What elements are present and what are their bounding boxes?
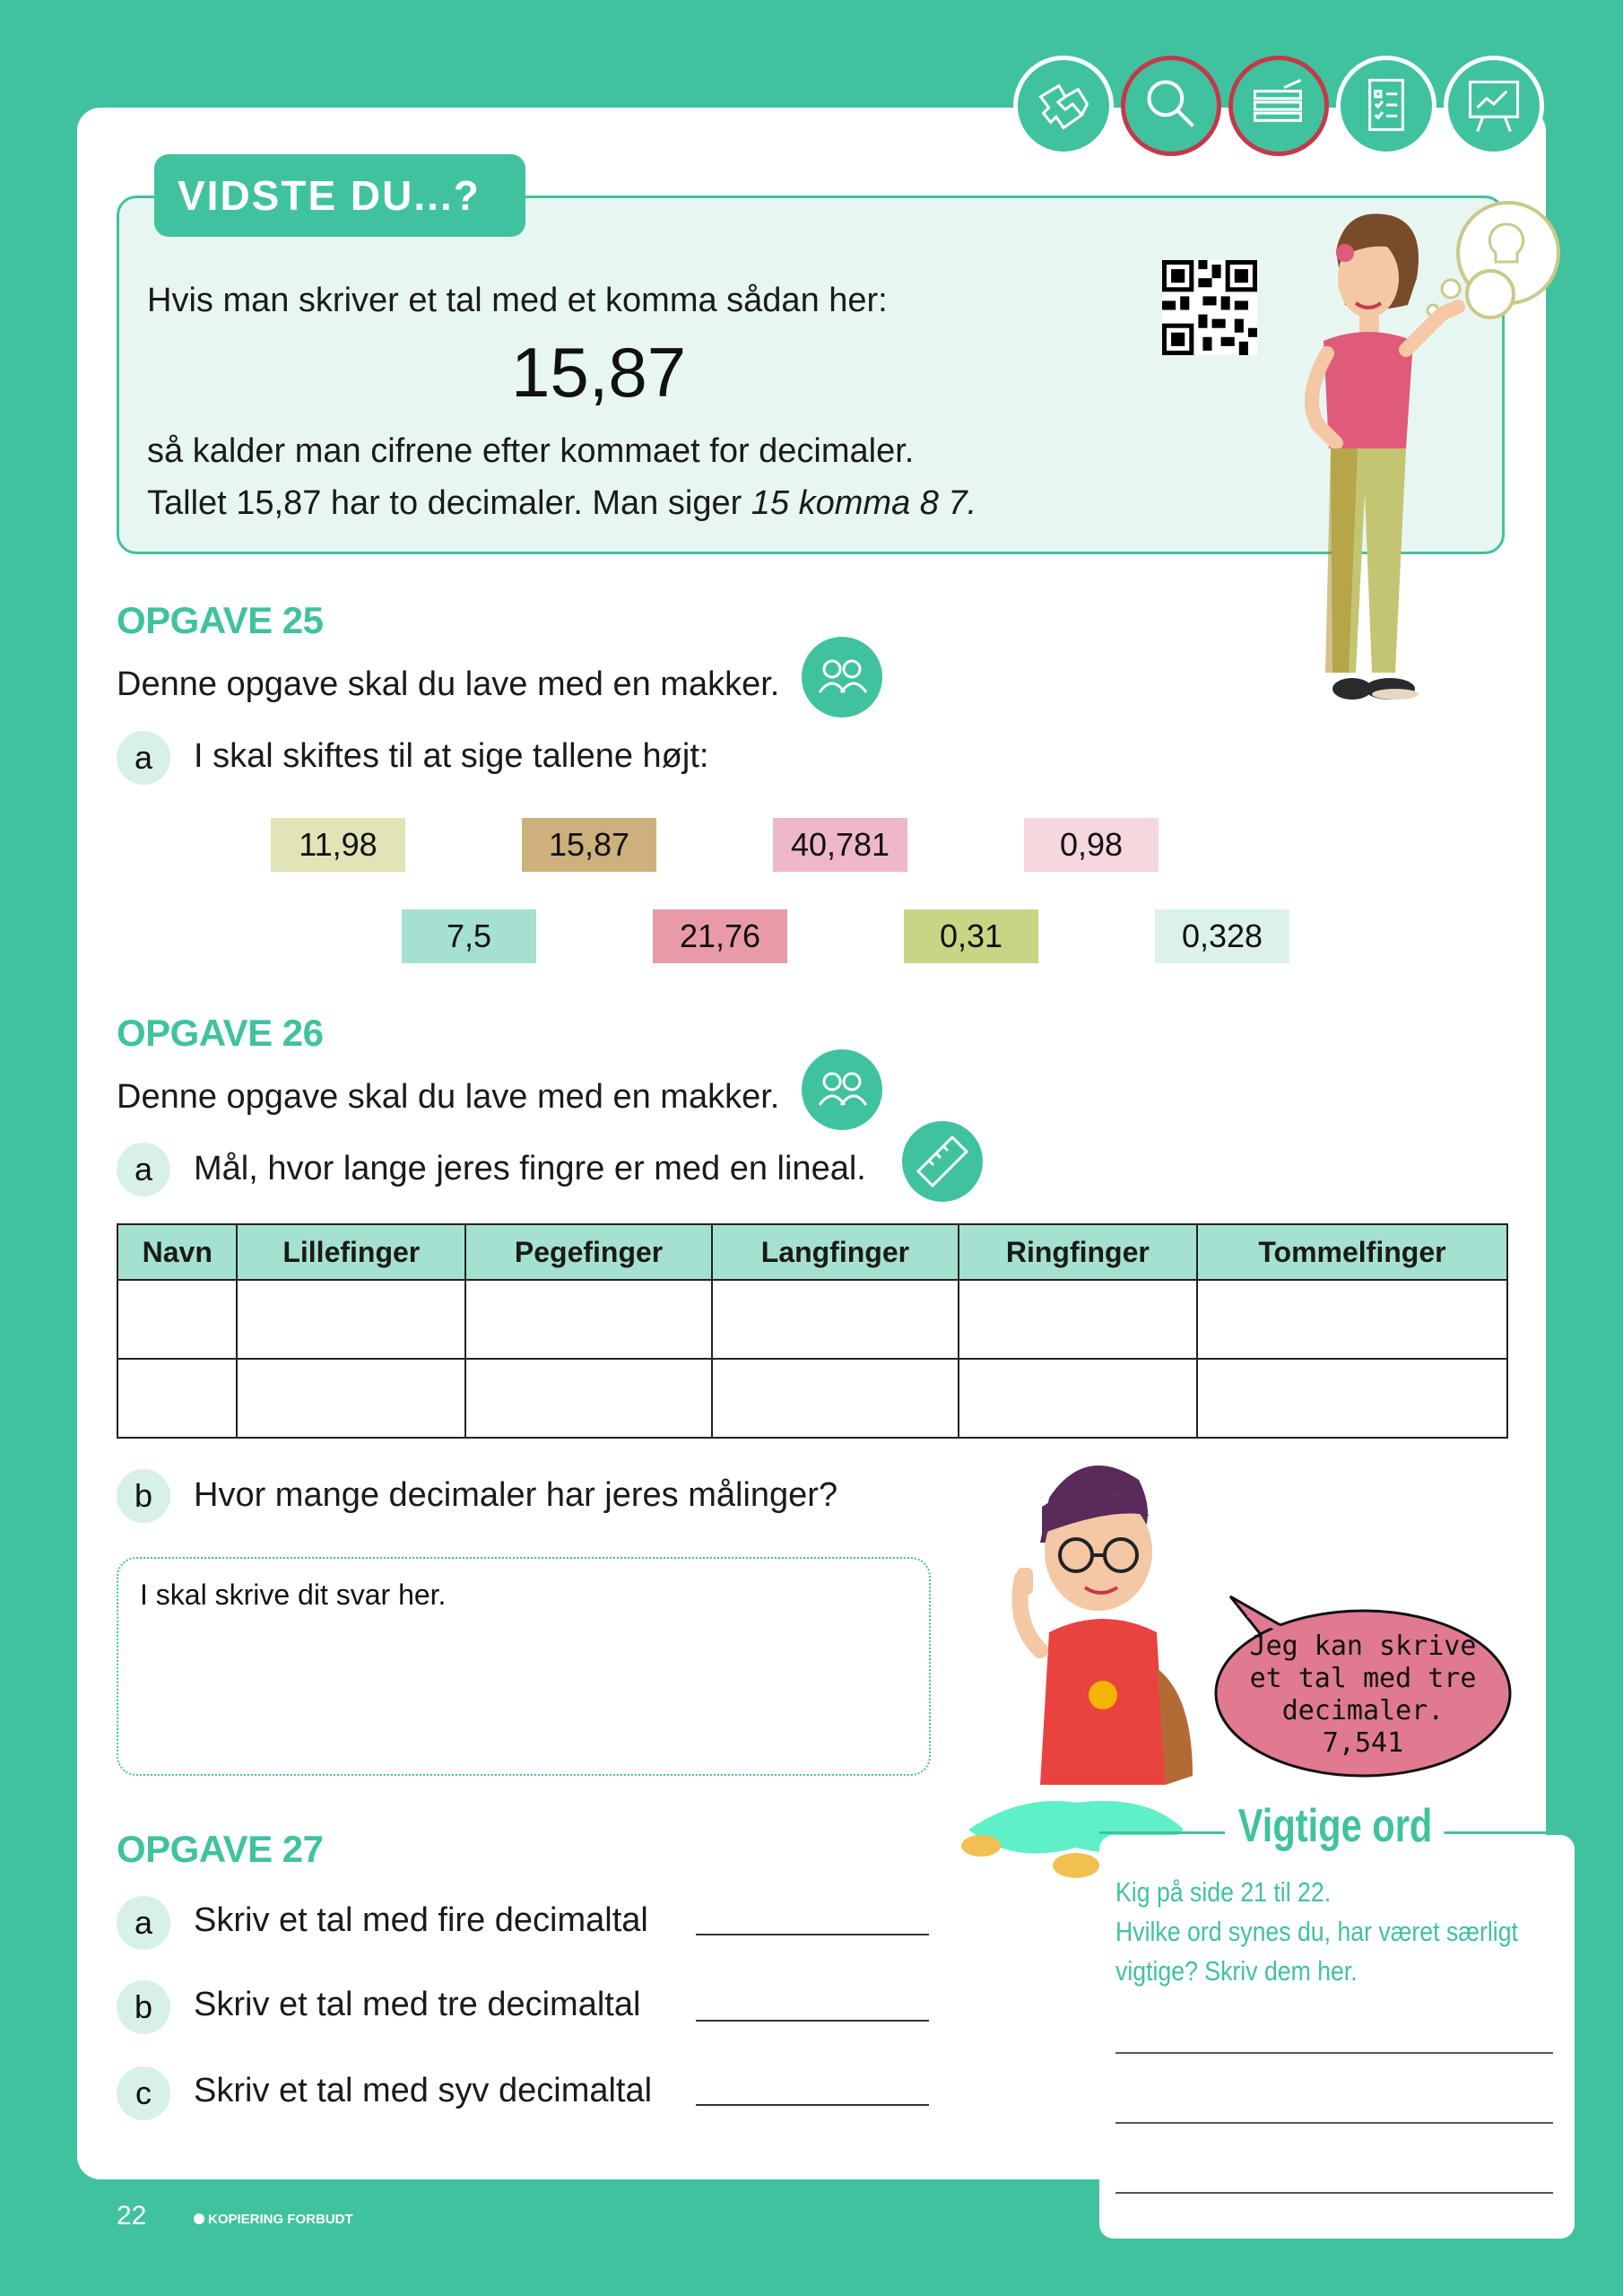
table-cell[interactable] xyxy=(117,1359,237,1438)
pair-work-icon xyxy=(802,637,882,718)
number-tag: 21,76 xyxy=(653,909,787,963)
table-cell[interactable] xyxy=(465,1359,712,1438)
table-header: Tommelfinger xyxy=(1197,1224,1507,1280)
checklist-icon[interactable] xyxy=(1336,56,1436,156)
task-26-a-badge: a xyxy=(117,1143,170,1196)
copyright-icon xyxy=(194,2213,204,2224)
pair-work-icon xyxy=(802,1049,882,1130)
task-26-intro: Denne opgave skal du lave med en makker. xyxy=(117,1078,780,1116)
task-25-a-badge: a xyxy=(117,731,170,785)
student-illustration-icon xyxy=(942,1453,1237,1901)
number-tag: 7,5 xyxy=(402,909,536,963)
answer-line[interactable] xyxy=(696,2020,929,2022)
blocks-icon[interactable] xyxy=(1228,56,1329,156)
example-number: 15,87 xyxy=(511,333,687,412)
table-cell[interactable] xyxy=(465,1280,712,1359)
task-25-title: OPGAVE 25 xyxy=(117,599,324,641)
copyright-notice: KOPIERING FORBUDT xyxy=(194,2212,353,2227)
table-header: Ringfinger xyxy=(959,1224,1197,1280)
important-words-rule xyxy=(1444,1831,1575,1834)
task-25-intro: Denne opgave skal du lave med en makker. xyxy=(117,665,780,703)
number-tag: 0,31 xyxy=(904,909,1038,963)
table-cell[interactable] xyxy=(712,1359,959,1438)
number-tag: 40,781 xyxy=(773,818,907,872)
task-27-b-text: Skriv et tal med tre decimaltal xyxy=(194,1986,641,2023)
table-cell[interactable] xyxy=(117,1280,237,1359)
task-27-a-badge: a xyxy=(117,1896,170,1950)
answer-line[interactable] xyxy=(696,2104,929,2106)
puzzle-icon[interactable] xyxy=(1013,56,1114,156)
table-cell[interactable] xyxy=(1197,1359,1507,1438)
task-27-title: OPGAVE 27 xyxy=(117,1828,324,1870)
table-cell[interactable] xyxy=(959,1359,1197,1438)
task-27-b-badge: b xyxy=(117,1980,170,2034)
table-header: Navn xyxy=(117,1224,237,1280)
did-you-know-line-2: så kalder man cifrene efter kommaet for decimaler. xyxy=(147,432,915,470)
finger-length-table xyxy=(117,1223,1508,1439)
table-cell[interactable] xyxy=(1197,1280,1507,1359)
important-words-title: Vigtige ord xyxy=(1227,1799,1444,1853)
important-words-line-2: Hvilke ord synes du, har været særligt xyxy=(1115,1916,1518,1947)
writing-line[interactable] xyxy=(1115,2052,1553,2054)
task-25-a-text: I skal skiftes til at sige tallene højt: xyxy=(194,737,709,775)
writing-line[interactable] xyxy=(1115,2122,1553,2124)
did-you-know-tag: VIDSTE DU...? xyxy=(154,154,525,237)
magnifier-icon[interactable] xyxy=(1121,56,1221,156)
task-26-b-text: Hvor mange decimaler har jeres målinger? xyxy=(194,1476,838,1514)
important-words-line-1: Kig på side 21 til 22. xyxy=(1115,1876,1332,1908)
important-words-line-3: vigtige? Skriv dem her. xyxy=(1115,1955,1358,1987)
writing-line[interactable] xyxy=(1115,2192,1553,2194)
number-tag: 0,328 xyxy=(1155,909,1289,963)
table-cell[interactable] xyxy=(959,1280,1197,1359)
task-26-b-badge: b xyxy=(117,1469,170,1523)
table-cell[interactable] xyxy=(712,1280,959,1359)
important-words-rule xyxy=(1099,1831,1225,1834)
table-cell[interactable] xyxy=(237,1359,465,1438)
number-tag: 11,98 xyxy=(271,818,405,872)
section-icons xyxy=(1013,56,1551,161)
task-27-c-text: Skriv et tal med syv decimaltal xyxy=(194,2072,653,2109)
number-tag: 0,98 xyxy=(1024,818,1159,872)
task-26-title: OPGAVE 26 xyxy=(117,1012,324,1054)
task-27-a-text: Skriv et tal med fire decimaltal xyxy=(194,1901,648,1939)
presentation-icon[interactable] xyxy=(1444,56,1544,156)
ruler-icon xyxy=(902,1121,983,1202)
answer-placeholder: I skal skrive dit svar her. xyxy=(140,1578,447,1611)
table-header: Langfinger xyxy=(712,1224,959,1280)
did-you-know-line-3: Tallet 15,87 har to decimaler. Man siger 15 komma 8 7. xyxy=(147,484,977,522)
task-27-c-badge: c xyxy=(117,2066,170,2120)
task-26-a-text: Mål, hvor lange jeres fingre er med en lineal. xyxy=(194,1150,866,1187)
answer-line[interactable] xyxy=(696,1934,929,1935)
table-cell[interactable] xyxy=(237,1280,465,1359)
page-number: 22 xyxy=(117,2201,147,2231)
teacher-illustration-icon xyxy=(1237,179,1578,718)
table-header: Lillefinger xyxy=(237,1224,465,1280)
table-header: Pegefinger xyxy=(465,1224,712,1280)
table-row xyxy=(117,1280,1507,1359)
table-row xyxy=(117,1359,1507,1438)
number-tag: 15,87 xyxy=(522,818,656,872)
speech-text: Jeg kan skrive et tal med tre decimaler. 7,541 xyxy=(1249,1631,1477,1759)
did-you-know-line-1: Hvis man skriver et tal med et komma sådan her: xyxy=(147,282,888,319)
